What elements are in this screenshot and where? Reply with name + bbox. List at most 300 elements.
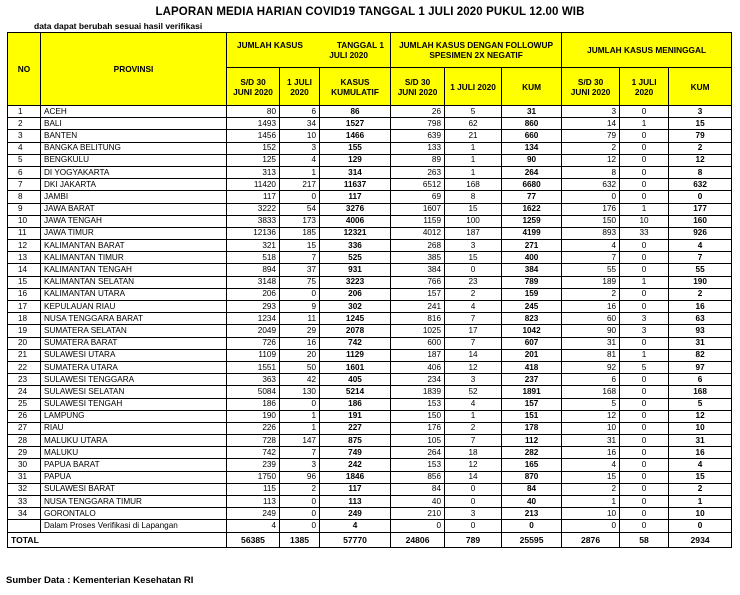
cell-kasus-kumulatif: 129 xyxy=(320,154,391,166)
total-cell-e: 789 xyxy=(445,532,502,547)
cell-kasus-1juli: 2 xyxy=(280,483,320,495)
cell-meninggal-sd30: 92 xyxy=(562,361,620,373)
cell-kasus-kumulatif: 742 xyxy=(320,337,391,349)
cell-kasus-kumulatif: 249 xyxy=(320,508,391,520)
cell-meninggal-1juli: 0 xyxy=(620,166,669,178)
header-c1 xyxy=(227,68,280,106)
cell-kasus-kumulatif: 242 xyxy=(320,459,391,471)
cell-followup-kum: 201 xyxy=(502,349,562,361)
table-row xyxy=(8,435,732,447)
cell-kasus-1juli: 0 xyxy=(280,496,320,508)
cell-followup-sd30: 26 xyxy=(391,106,445,118)
cell-no: 25 xyxy=(8,398,41,410)
cell-followup-sd30: 268 xyxy=(391,240,445,252)
cell-followup-sd30: 176 xyxy=(391,422,445,434)
cell-kasus-sd30: 2049 xyxy=(227,325,280,337)
cell-meninggal-sd30: 55 xyxy=(562,264,620,276)
cell-meninggal-kum: 82 xyxy=(669,349,732,361)
cell-followup-1juli: 2 xyxy=(445,422,502,434)
cell-meninggal-kum: 10 xyxy=(669,422,732,434)
cell-meninggal-kum: 160 xyxy=(669,215,732,227)
cell-kasus-sd30: 728 xyxy=(227,435,280,447)
cell-no: 6 xyxy=(8,166,41,178)
total-row xyxy=(8,532,732,547)
cell-provinsi: PAPUA xyxy=(41,471,227,483)
cell-no: 26 xyxy=(8,410,41,422)
cell-no: 23 xyxy=(8,374,41,386)
cell-kasus-kumulatif: 5214 xyxy=(320,386,391,398)
cell-meninggal-sd30: 2 xyxy=(562,483,620,495)
cell-kasus-kumulatif: 1527 xyxy=(320,118,391,130)
cell-followup-kum: 823 xyxy=(502,313,562,325)
cell-provinsi: GORONTALO xyxy=(41,508,227,520)
cell-followup-kum: 1622 xyxy=(502,203,562,215)
cell-kasus-kumulatif: 2078 xyxy=(320,325,391,337)
cell-meninggal-sd30: 90 xyxy=(562,325,620,337)
cell-kasus-kumulatif: 117 xyxy=(320,191,391,203)
cell-kasus-kumulatif: 1245 xyxy=(320,313,391,325)
cell-meninggal-sd30: 176 xyxy=(562,203,620,215)
table-row xyxy=(8,471,732,483)
cell-kasus-kumulatif: 12321 xyxy=(320,227,391,239)
cell-followup-kum: 607 xyxy=(502,337,562,349)
cell-meninggal-kum: 2 xyxy=(669,288,732,300)
cell-provinsi: SULAWESI BARAT xyxy=(41,483,227,495)
cell-meninggal-1juli: 0 xyxy=(620,154,669,166)
cell-no: 3 xyxy=(8,130,41,142)
cell-meninggal-1juli: 10 xyxy=(620,215,669,227)
cell-kasus-1juli: 54 xyxy=(280,203,320,215)
total-cell-d: 24806 xyxy=(391,532,445,547)
cell-followup-sd30: 0 xyxy=(391,520,445,532)
cell-followup-sd30: 153 xyxy=(391,398,445,410)
cell-provinsi: KALIMANTAN BARAT xyxy=(41,240,227,252)
source-note: Sumber Data : Kementerian Kesehatan RI xyxy=(6,575,194,586)
cell-kasus-1juli: 217 xyxy=(280,179,320,191)
cell-followup-1juli: 100 xyxy=(445,215,502,227)
table-row xyxy=(8,337,732,349)
total-cell-c: 57770 xyxy=(320,532,391,547)
cell-meninggal-kum: 31 xyxy=(669,435,732,447)
cell-provinsi: PAPUA BARAT xyxy=(41,459,227,471)
cell-meninggal-sd30: 12 xyxy=(562,154,620,166)
cell-kasus-sd30: 113 xyxy=(227,496,280,508)
table-row xyxy=(8,496,732,508)
cell-kasus-sd30: 1551 xyxy=(227,361,280,373)
cell-kasus-kumulatif: 314 xyxy=(320,166,391,178)
cell-meninggal-kum: 4 xyxy=(669,459,732,471)
cell-followup-sd30: 385 xyxy=(391,252,445,264)
table-row xyxy=(8,361,732,373)
cell-kasus-sd30: 1493 xyxy=(227,118,280,130)
cell-meninggal-1juli: 0 xyxy=(620,422,669,434)
cell-provinsi: JAWA TIMUR xyxy=(41,227,227,239)
cell-kasus-sd30: 1109 xyxy=(227,349,280,361)
cell-followup-sd30: 1839 xyxy=(391,386,445,398)
header-jumlah-kasus xyxy=(227,33,391,68)
cell-kasus-1juli: 50 xyxy=(280,361,320,373)
cell-kasus-1juli: 0 xyxy=(280,398,320,410)
cell-meninggal-sd30: 189 xyxy=(562,276,620,288)
cell-kasus-sd30: 3833 xyxy=(227,215,280,227)
table-row xyxy=(8,166,732,178)
cell-meninggal-kum: 15 xyxy=(669,471,732,483)
header-c8-line2: 2020 xyxy=(634,86,654,97)
cell-no: 22 xyxy=(8,361,41,373)
cell-followup-kum: 1042 xyxy=(502,325,562,337)
cell-followup-kum: 40 xyxy=(502,496,562,508)
cell-followup-1juli: 4 xyxy=(445,301,502,313)
cell-meninggal-sd30: 2 xyxy=(562,288,620,300)
table-row xyxy=(8,264,732,276)
cell-kasus-kumulatif: 227 xyxy=(320,422,391,434)
cell-followup-1juli: 15 xyxy=(445,252,502,264)
report-subtitle: data dapat berubah sesuai hasil verifikasi xyxy=(34,21,203,31)
cell-kasus-sd30: 1234 xyxy=(227,313,280,325)
cell-no xyxy=(8,520,41,532)
cell-followup-kum: 4199 xyxy=(502,227,562,239)
cell-kasus-1juli: 173 xyxy=(280,215,320,227)
cell-meninggal-sd30: 12 xyxy=(562,410,620,422)
cell-meninggal-sd30: 31 xyxy=(562,337,620,349)
cell-followup-kum: 159 xyxy=(502,288,562,300)
table-row xyxy=(8,142,732,154)
cell-no: 27 xyxy=(8,422,41,434)
cell-followup-kum: 213 xyxy=(502,508,562,520)
cell-kasus-sd30: 894 xyxy=(227,264,280,276)
cell-kasus-sd30: 152 xyxy=(227,142,280,154)
header-c6: KUM xyxy=(502,68,562,106)
cell-kasus-sd30: 518 xyxy=(227,252,280,264)
cell-no: 18 xyxy=(8,313,41,325)
cell-followup-1juli: 4 xyxy=(445,398,502,410)
cell-followup-1juli: 0 xyxy=(445,483,502,495)
cell-followup-1juli: 2 xyxy=(445,288,502,300)
cell-meninggal-1juli: 0 xyxy=(620,240,669,252)
header-c8 xyxy=(620,68,669,106)
header-followup-line1: JUMLAH KASUS DENGAN FOLLOWUP xyxy=(399,40,554,50)
cell-followup-1juli: 15 xyxy=(445,203,502,215)
cell-followup-sd30: 384 xyxy=(391,264,445,276)
cell-meninggal-1juli: 0 xyxy=(620,435,669,447)
table-row xyxy=(8,349,732,361)
cell-kasus-sd30: 11420 xyxy=(227,179,280,191)
cell-no: 1 xyxy=(8,106,41,118)
cell-provinsi: LAMPUNG xyxy=(41,410,227,422)
table-row xyxy=(8,276,732,288)
cell-followup-sd30: 84 xyxy=(391,483,445,495)
cell-followup-kum: 271 xyxy=(502,240,562,252)
cell-kasus-kumulatif: 186 xyxy=(320,398,391,410)
cell-followup-sd30: 150 xyxy=(391,410,445,422)
cell-kasus-sd30: 321 xyxy=(227,240,280,252)
cell-kasus-1juli: 37 xyxy=(280,264,320,276)
cell-kasus-kumulatif: 1466 xyxy=(320,130,391,142)
cell-followup-sd30: 264 xyxy=(391,447,445,459)
cell-followup-1juli: 1 xyxy=(445,142,502,154)
cell-provinsi: KALIMANTAN SELATAN xyxy=(41,276,227,288)
cell-kasus-1juli: 10 xyxy=(280,130,320,142)
cell-no: 16 xyxy=(8,288,41,300)
total-cell-i: 2934 xyxy=(669,532,732,547)
table-row xyxy=(8,447,732,459)
cell-kasus-sd30: 186 xyxy=(227,398,280,410)
cell-no: 28 xyxy=(8,435,41,447)
cell-meninggal-kum: 15 xyxy=(669,118,732,130)
cell-meninggal-1juli: 1 xyxy=(620,349,669,361)
cell-provinsi: KALIMANTAN UTARA xyxy=(41,288,227,300)
cell-kasus-1juli: 75 xyxy=(280,276,320,288)
header-jumlah-kasus-left: JUMLAH KASUS xyxy=(237,40,303,50)
cell-followup-1juli: 12 xyxy=(445,459,502,471)
cell-followup-kum: 660 xyxy=(502,130,562,142)
cell-meninggal-kum: 177 xyxy=(669,203,732,215)
cell-kasus-1juli: 20 xyxy=(280,349,320,361)
cell-no: 14 xyxy=(8,264,41,276)
cell-followup-kum: 1259 xyxy=(502,215,562,227)
cell-provinsi: NUSA TENGGARA TIMUR xyxy=(41,496,227,508)
cell-provinsi: BENGKULU xyxy=(41,154,227,166)
cell-followup-1juli: 7 xyxy=(445,337,502,349)
cell-kasus-kumulatif: 11637 xyxy=(320,179,391,191)
cell-kasus-kumulatif: 931 xyxy=(320,264,391,276)
cell-followup-sd30: 241 xyxy=(391,301,445,313)
cell-followup-1juli: 12 xyxy=(445,361,502,373)
cell-meninggal-kum: 0 xyxy=(669,191,732,203)
cell-no: 31 xyxy=(8,471,41,483)
report-title: LAPORAN MEDIA HARIAN COVID19 TANGGAL 1 JULI 2020 PUKUL 12.00 WIB xyxy=(155,6,585,18)
cell-no: 12 xyxy=(8,240,41,252)
cell-followup-sd30: 133 xyxy=(391,142,445,154)
cell-no: 4 xyxy=(8,142,41,154)
cell-followup-1juli: 0 xyxy=(445,520,502,532)
cell-provinsi: SUMATERA BARAT xyxy=(41,337,227,349)
table-row xyxy=(8,459,732,471)
cell-meninggal-sd30: 4 xyxy=(562,240,620,252)
table-row xyxy=(8,410,732,422)
cell-kasus-kumulatif: 302 xyxy=(320,301,391,313)
cell-followup-kum: 860 xyxy=(502,118,562,130)
cell-no: 34 xyxy=(8,508,41,520)
cell-kasus-kumulatif: 1129 xyxy=(320,349,391,361)
cell-meninggal-sd30: 2 xyxy=(562,142,620,154)
cell-followup-1juli: 18 xyxy=(445,447,502,459)
cell-kasus-kumulatif: 4 xyxy=(320,520,391,532)
table-row xyxy=(8,240,732,252)
header-c4-line1: S/D 30 xyxy=(404,76,431,87)
table-body xyxy=(8,106,732,548)
cell-followup-sd30: 600 xyxy=(391,337,445,349)
cell-kasus-kumulatif: 3223 xyxy=(320,276,391,288)
header-c7-line2: JUNI 2020 xyxy=(570,86,611,97)
cell-meninggal-kum: 0 xyxy=(669,520,732,532)
cell-meninggal-kum: 8 xyxy=(669,166,732,178)
header-c2-line1: 1 JULI xyxy=(287,76,312,87)
cell-meninggal-sd30: 10 xyxy=(562,422,620,434)
table-row xyxy=(8,398,732,410)
cell-followup-kum: 264 xyxy=(502,166,562,178)
cell-meninggal-1juli: 0 xyxy=(620,459,669,471)
cell-meninggal-kum: 7 xyxy=(669,252,732,264)
cell-no: 19 xyxy=(8,325,41,337)
cell-meninggal-kum: 6 xyxy=(669,374,732,386)
cell-kasus-kumulatif: 875 xyxy=(320,435,391,447)
cell-kasus-kumulatif: 86 xyxy=(320,106,391,118)
table-row xyxy=(8,288,732,300)
cell-meninggal-1juli: 0 xyxy=(620,520,669,532)
cell-meninggal-sd30: 5 xyxy=(562,398,620,410)
cell-provinsi: KALIMANTAN TENGAH xyxy=(41,264,227,276)
cell-followup-sd30: 639 xyxy=(391,130,445,142)
cell-meninggal-kum: 16 xyxy=(669,447,732,459)
cell-provinsi: SULAWESI UTARA xyxy=(41,349,227,361)
cell-kasus-kumulatif: 117 xyxy=(320,483,391,495)
cell-meninggal-sd30: 8 xyxy=(562,166,620,178)
cell-kasus-sd30: 206 xyxy=(227,288,280,300)
cell-meninggal-sd30: 60 xyxy=(562,313,620,325)
cell-followup-sd30: 89 xyxy=(391,154,445,166)
cell-meninggal-kum: 2 xyxy=(669,483,732,495)
cell-meninggal-1juli: 0 xyxy=(620,301,669,313)
cell-meninggal-1juli: 0 xyxy=(620,191,669,203)
cell-kasus-kumulatif: 191 xyxy=(320,410,391,422)
cell-no: 30 xyxy=(8,459,41,471)
cell-meninggal-1juli: 1 xyxy=(620,118,669,130)
cell-provinsi: JAMBI xyxy=(41,191,227,203)
cell-kasus-1juli: 0 xyxy=(280,191,320,203)
table-row xyxy=(8,325,732,337)
table-row xyxy=(8,520,732,532)
cell-kasus-sd30: 239 xyxy=(227,459,280,471)
table-row xyxy=(8,130,732,142)
header-c8-line1: 1 JULI xyxy=(631,76,657,87)
cell-followup-kum: 418 xyxy=(502,361,562,373)
cell-followup-sd30: 234 xyxy=(391,374,445,386)
cell-followup-1juli: 0 xyxy=(445,496,502,508)
table-row xyxy=(8,215,732,227)
cell-kasus-sd30: 5084 xyxy=(227,386,280,398)
cell-followup-kum: 789 xyxy=(502,276,562,288)
cell-followup-kum: 134 xyxy=(502,142,562,154)
cell-meninggal-sd30: 7 xyxy=(562,252,620,264)
header-c2 xyxy=(280,68,320,106)
header-c3-line2: KUMULATIF xyxy=(331,86,379,97)
cell-kasus-sd30: 3148 xyxy=(227,276,280,288)
cell-kasus-1juli: 42 xyxy=(280,374,320,386)
header-jumlah-kasus-right: TANGGAL 1 xyxy=(336,40,385,50)
cell-meninggal-sd30: 16 xyxy=(562,447,620,459)
cell-meninggal-kum: 55 xyxy=(669,264,732,276)
cell-followup-1juli: 8 xyxy=(445,191,502,203)
table-row xyxy=(8,386,732,398)
cell-followup-sd30: 263 xyxy=(391,166,445,178)
cell-meninggal-kum: 632 xyxy=(669,179,732,191)
cell-meninggal-sd30: 81 xyxy=(562,349,620,361)
cell-meninggal-1juli: 3 xyxy=(620,325,669,337)
table-row xyxy=(8,191,732,203)
cell-no: 7 xyxy=(8,179,41,191)
header-c1-line1: S/D 30 xyxy=(240,76,266,87)
table-row xyxy=(8,154,732,166)
cell-kasus-sd30: 226 xyxy=(227,422,280,434)
cell-followup-1juli: 14 xyxy=(445,471,502,483)
cell-followup-sd30: 6512 xyxy=(391,179,445,191)
header-followup xyxy=(391,33,562,68)
cell-meninggal-sd30: 168 xyxy=(562,386,620,398)
cell-followup-1juli: 1 xyxy=(445,410,502,422)
cell-meninggal-1juli: 0 xyxy=(620,179,669,191)
cell-kasus-1juli: 7 xyxy=(280,252,320,264)
cell-meninggal-1juli: 0 xyxy=(620,410,669,422)
header-c3-line1: KASUS xyxy=(340,76,370,87)
cell-followup-1juli: 7 xyxy=(445,435,502,447)
cell-meninggal-kum: 3 xyxy=(669,106,732,118)
cell-kasus-1juli: 7 xyxy=(280,447,320,459)
cell-followup-kum: 165 xyxy=(502,459,562,471)
cell-kasus-1juli: 4 xyxy=(280,154,320,166)
cell-meninggal-sd30: 632 xyxy=(562,179,620,191)
cell-kasus-sd30: 190 xyxy=(227,410,280,422)
table-row xyxy=(8,422,732,434)
table-row xyxy=(8,118,732,130)
cell-kasus-kumulatif: 1846 xyxy=(320,471,391,483)
cell-meninggal-kum: 10 xyxy=(669,508,732,520)
cell-kasus-kumulatif: 525 xyxy=(320,252,391,264)
header-c3 xyxy=(320,68,391,106)
cell-provinsi: BALI xyxy=(41,118,227,130)
cell-meninggal-sd30: 4 xyxy=(562,459,620,471)
cell-followup-sd30: 816 xyxy=(391,313,445,325)
cell-no: 13 xyxy=(8,252,41,264)
cell-kasus-sd30: 313 xyxy=(227,166,280,178)
cell-kasus-1juli: 147 xyxy=(280,435,320,447)
cell-provinsi: MALUKU xyxy=(41,447,227,459)
cell-meninggal-sd30: 10 xyxy=(562,508,620,520)
cell-provinsi: KEPULAUAN RIAU xyxy=(41,301,227,313)
header-c7-line1: S/D 30 xyxy=(577,76,604,87)
cell-followup-kum: 870 xyxy=(502,471,562,483)
cell-no: 15 xyxy=(8,276,41,288)
cell-kasus-sd30: 726 xyxy=(227,337,280,349)
total-label: TOTAL xyxy=(8,532,227,547)
cell-kasus-1juli: 29 xyxy=(280,325,320,337)
cell-kasus-1juli: 1 xyxy=(280,410,320,422)
cell-meninggal-kum: 93 xyxy=(669,325,732,337)
cell-meninggal-kum: 2 xyxy=(669,142,732,154)
cell-kasus-kumulatif: 336 xyxy=(320,240,391,252)
cell-kasus-sd30: 80 xyxy=(227,106,280,118)
cell-kasus-1juli: 0 xyxy=(280,288,320,300)
cell-provinsi: SULAWESI SELATAN xyxy=(41,386,227,398)
cell-meninggal-1juli: 33 xyxy=(620,227,669,239)
table-row xyxy=(8,301,732,313)
cell-meninggal-sd30: 893 xyxy=(562,227,620,239)
header-c4-line2: JUNI 2020 xyxy=(397,86,438,97)
cell-followup-1juli: 3 xyxy=(445,374,502,386)
cell-no: 32 xyxy=(8,483,41,495)
cell-meninggal-kum: 190 xyxy=(669,276,732,288)
cell-meninggal-sd30: 0 xyxy=(562,520,620,532)
cell-no: 33 xyxy=(8,496,41,508)
cell-no: 5 xyxy=(8,154,41,166)
cell-no: 10 xyxy=(8,215,41,227)
cell-meninggal-1juli: 0 xyxy=(620,264,669,276)
cell-meninggal-sd30: 0 xyxy=(562,191,620,203)
header-provinsi: PROVINSI xyxy=(41,33,227,106)
cell-kasus-1juli: 96 xyxy=(280,471,320,483)
cell-provinsi: DI YOGYAKARTA xyxy=(41,166,227,178)
cell-followup-kum: 6680 xyxy=(502,179,562,191)
